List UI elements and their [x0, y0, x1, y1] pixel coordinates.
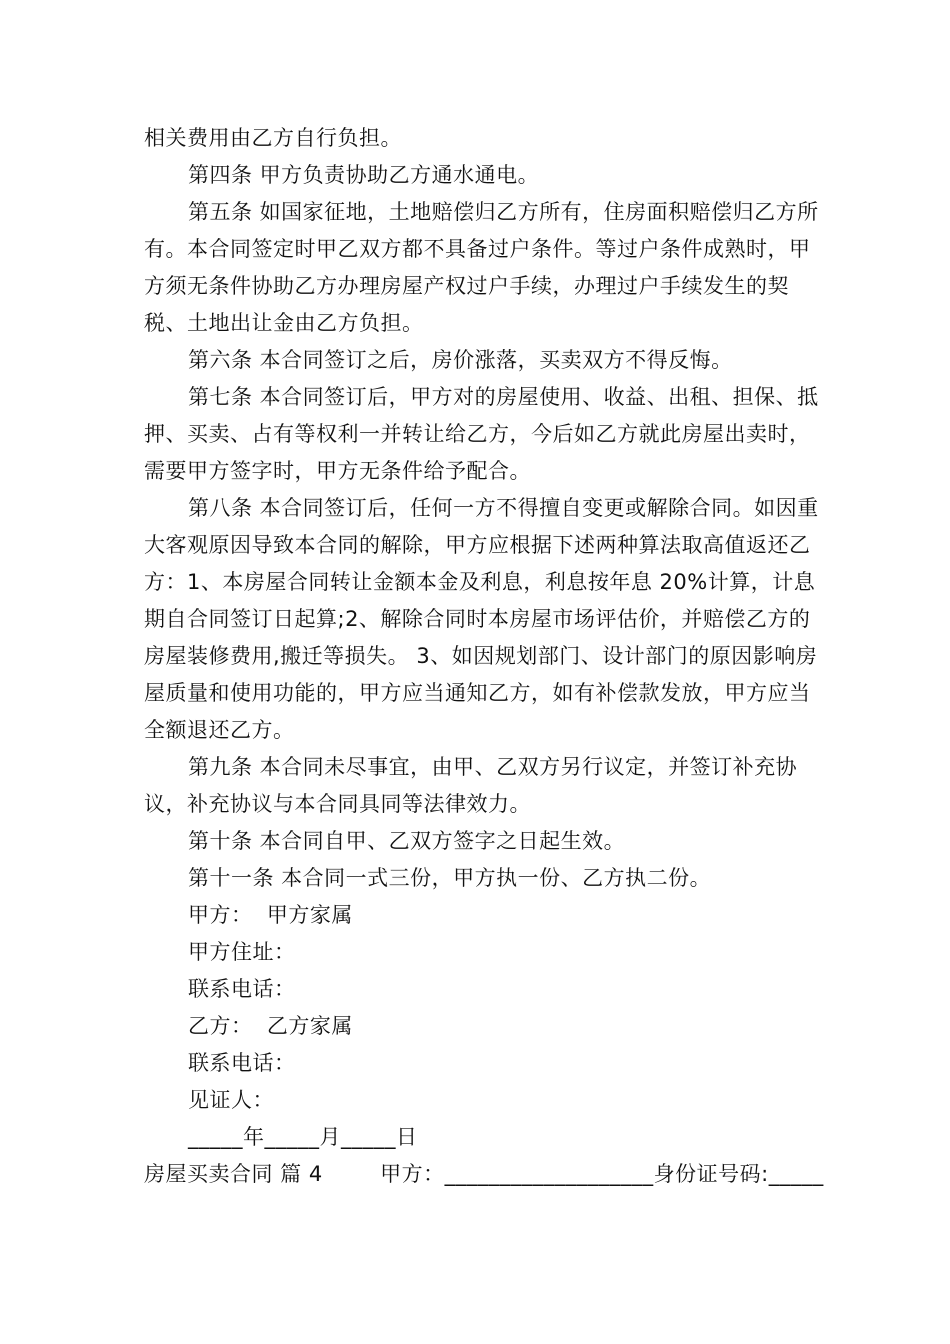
- party-a-line: 甲方： 甲方家属: [188, 903, 353, 927]
- article-8: 第八条 本合同签订后，任何一方不得擅自变更或解除合同。如因重大客观原因导致本合同的解除，甲方应根据下述两种算法取高值返还乙方：1、本房屋合同转让金额本金及利息，利息按年息 20%计算，计息期自合同签订日起算;2、解除合同时本房屋市场评估价，并赔偿乙方的房屋装修费用,搬迁等损失。 3、如因规划部门、设计部门的原因影响房屋质量和使用功能的，甲方应当通知乙方，如有补偿款发放，甲方应当全额退还乙方。: [144, 496, 819, 742]
- date-line: _____年_____月_____日: [188, 1125, 418, 1149]
- party-b-line: 乙方： 乙方家属: [188, 1014, 353, 1038]
- document-body: [144, 120, 829, 1193]
- party-a-address-line: 甲方住址：: [188, 940, 296, 964]
- article-7: 第七条 本合同签订后，甲方对的房屋使用、收益、出租、担保、抵押、买卖、占有等权利一并转让给乙方，今后如乙方就此房屋出卖时，需要甲方签字时，甲方无条件给予配合。: [144, 385, 819, 483]
- article-4: 第四条 甲方负责协助乙方通水通电。: [188, 163, 540, 187]
- next-section-heading: 房屋买卖合同 篇 4 甲方：___________________身份证号码:_____: [144, 1162, 824, 1186]
- article-10: 第十条 本合同自甲、乙双方签字之日起生效。: [188, 829, 626, 853]
- party-b-phone-line: 联系电话：: [188, 1051, 296, 1075]
- witness-line: 见证人：: [188, 1088, 274, 1112]
- article-6: 第六条 本合同签订之后，房价涨落，买卖双方不得反悔。: [188, 348, 733, 372]
- article-11: 第十一条 本合同一式三份，甲方执一份、乙方执二份。: [188, 866, 712, 890]
- article-9: 第九条 本合同未尽事宜，由甲、乙双方另行议定，并签订补充协议，补充协议与本合同具同等法律效力。: [144, 755, 798, 816]
- party-a-phone-line: 联系电话：: [188, 977, 296, 1001]
- continuation-paragraph: 相关费用由乙方自行负担。: [144, 126, 402, 150]
- article-5: 第五条 如国家征地，土地赔偿归乙方所有，住房面积赔偿归乙方所有。本合同签定时甲乙双方都不具备过户条件。等过户条件成熟时，甲方须无条件协助乙方办理房屋产权过户手续，办理过户手续发生的契税、土地出让金由乙方负担。: [144, 200, 819, 335]
